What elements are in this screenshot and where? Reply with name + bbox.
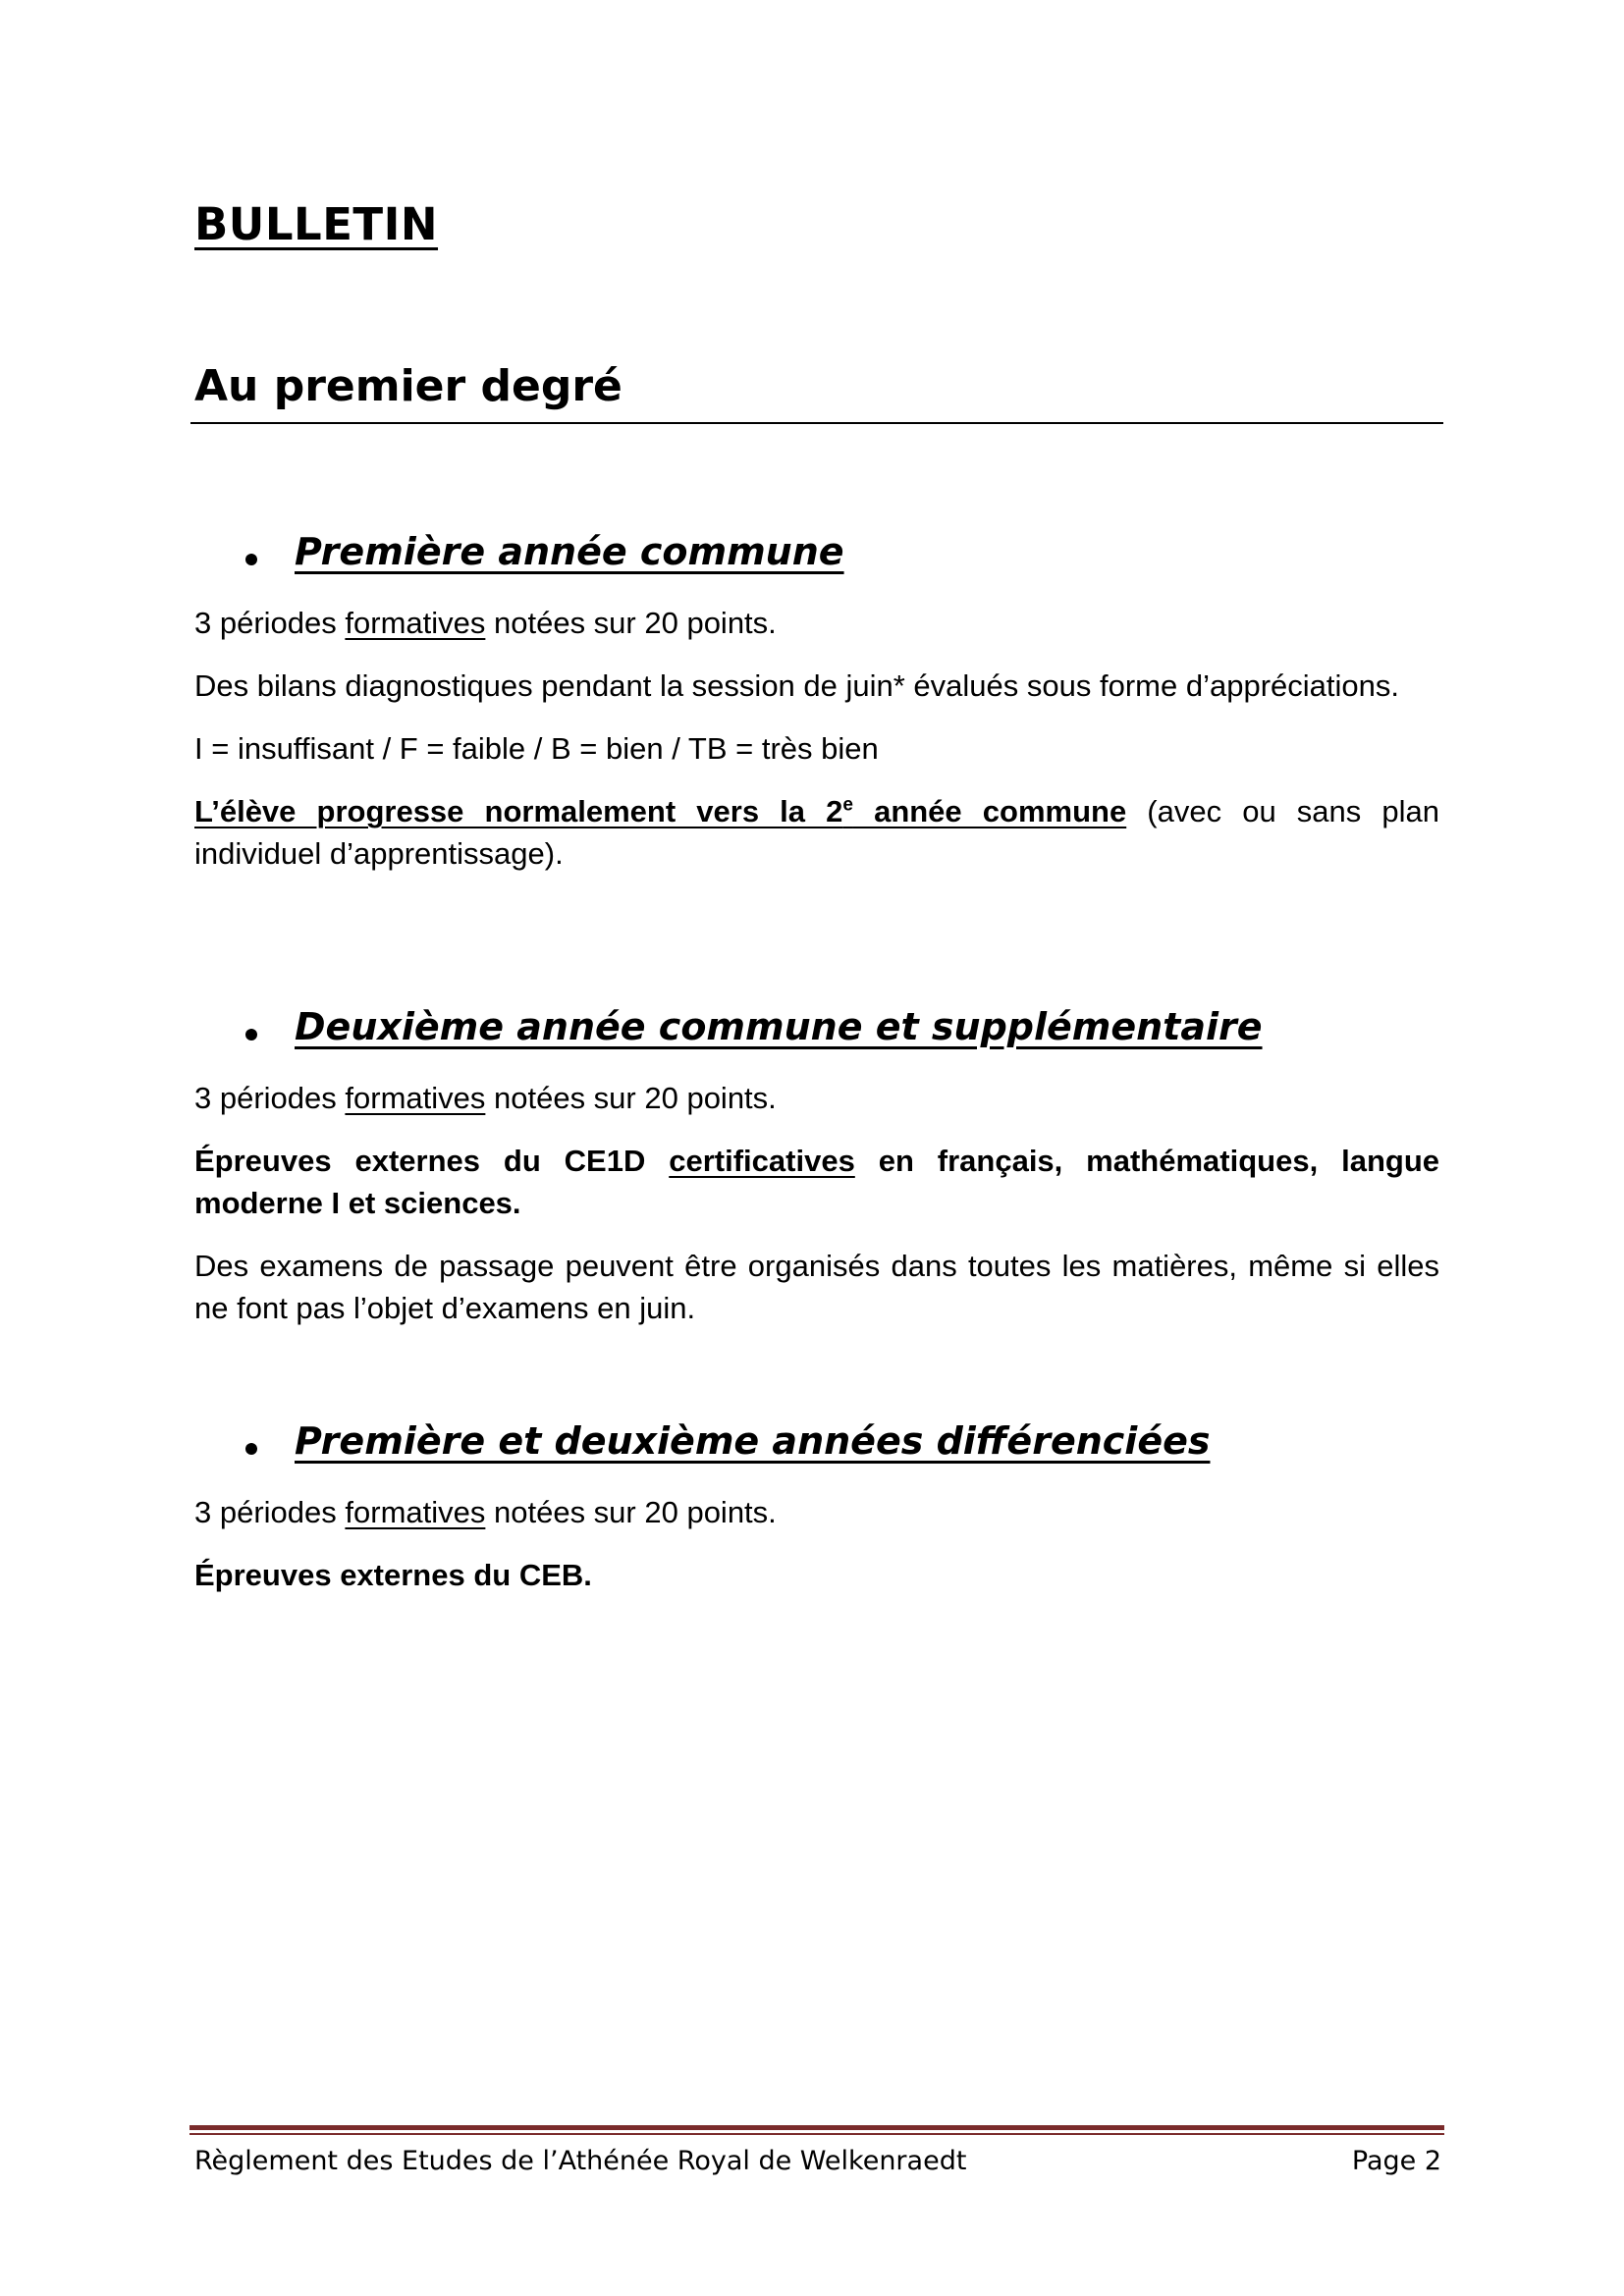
section-heading xyxy=(194,530,1439,589)
paragraph-bilans: Des bilans diagnostiques pendant la session de juin* évalués sous forme d’appréciations. xyxy=(194,668,1399,703)
footer-rule xyxy=(189,2125,1444,2130)
bullet-icon xyxy=(245,554,257,565)
paragraph-epreuves-ce1d: Épreuves externes du CE1D certificatives en français, mathématiques, langue moderne I et sciences. xyxy=(194,1144,1439,1220)
section-deuxieme-annee xyxy=(194,1005,1439,1329)
section-heading xyxy=(194,1419,1439,1478)
section-premiere-annee xyxy=(194,530,1439,875)
footer-rule-thin xyxy=(189,2133,1444,2135)
paragraph-periodes: 3 périodes formatives notées sur 20 points. xyxy=(194,606,777,640)
paragraph-examens-passage: Des examens de passage peuvent être organisés dans toutes les matières, même si elles ne font pas l’objet d’examens en juin. xyxy=(194,1249,1439,1325)
paragraph-legend: I = insuffisant / F = faible / B = bien / TB = très bien xyxy=(194,731,879,766)
paragraph-periodes: 3 périodes formatives notées sur 20 points. xyxy=(194,1495,777,1529)
section-title: Première année commune xyxy=(295,530,844,573)
paragraph-periodes: 3 périodes formatives notées sur 20 points. xyxy=(194,1081,777,1115)
bullet-icon xyxy=(245,1029,257,1041)
paragraph-progression: L’élève progresse normalement vers la 2e année commune (avec ou sans plan individuel d’apprentissage). xyxy=(194,794,1440,871)
section-title: Deuxième année commune et supplémentaire xyxy=(295,1005,1263,1048)
footer-page-number: Page 2 xyxy=(1351,2146,1441,2176)
degree-heading: Au premier degré xyxy=(194,361,623,411)
section-heading xyxy=(194,1005,1439,1064)
heading-rule xyxy=(190,422,1443,424)
document-title: BULLETIN xyxy=(194,198,439,250)
section-title: Première et deuxième années différenciées xyxy=(295,1419,1211,1463)
bullet-icon xyxy=(245,1443,257,1455)
section-annees-differenciees xyxy=(194,1419,1439,1596)
footer-document-name: Règlement des Etudes de l’Athénée Royal de Welkenraedt xyxy=(194,2146,967,2176)
paragraph-epreuves-ceb: Épreuves externes du CEB. xyxy=(194,1558,592,1592)
